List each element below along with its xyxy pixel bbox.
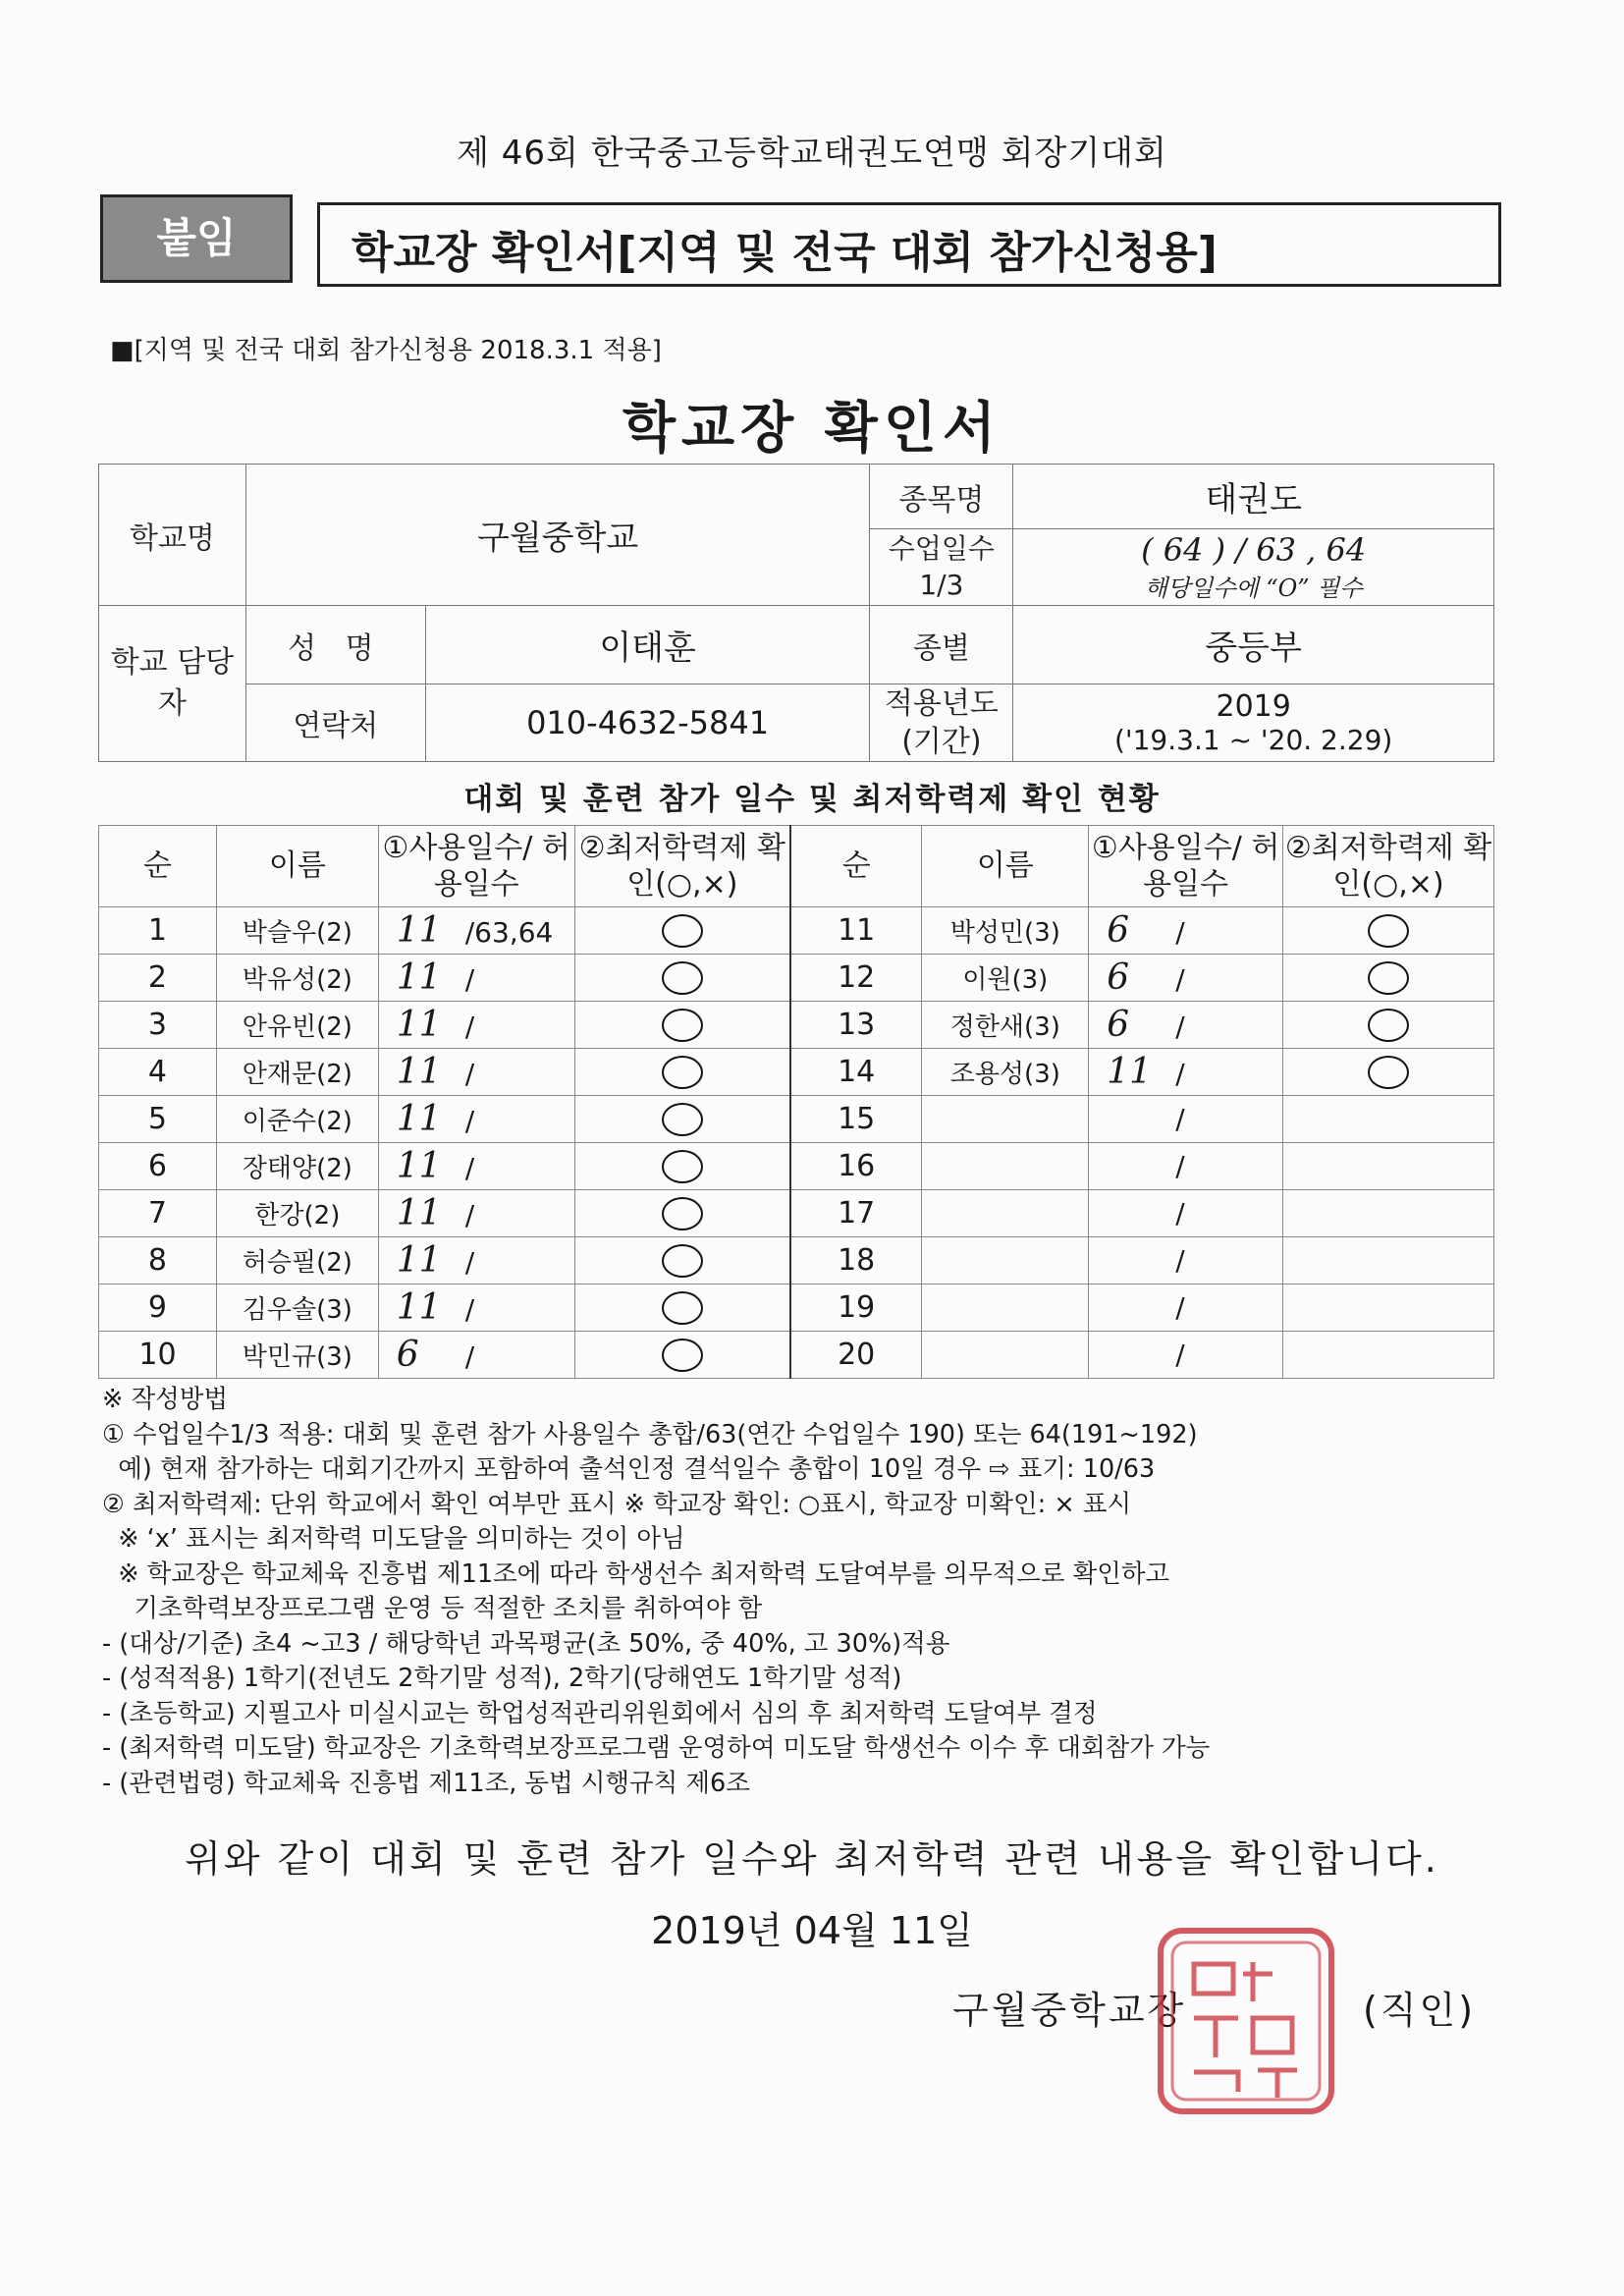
table-row <box>99 1143 1494 1190</box>
min-academic-check-cell <box>1283 1237 1494 1285</box>
row-number: 3 <box>99 1002 217 1049</box>
instruction-line: - (초등학교) 지필고사 미실시교는 학업성적관리위원회에서 심의 후 최저학력 도달여부 결정 <box>102 1698 1098 1728</box>
days-used-value: 6 <box>1107 1005 1130 1045</box>
days-allowed-value: / <box>464 1246 475 1279</box>
header-check: ②최저학력제 확인(○,×) <box>574 826 790 907</box>
days-used-cell <box>378 1096 574 1143</box>
min-academic-check-cell <box>574 907 790 955</box>
days-used-cell <box>378 1002 574 1049</box>
circle-mark <box>662 914 703 948</box>
min-academic-check-cell <box>574 1190 790 1237</box>
row-number: 20 <box>790 1332 922 1379</box>
circle-mark <box>662 1244 703 1278</box>
days-allowed-value: / <box>1175 1150 1185 1182</box>
days-allowed-value: / <box>464 1058 475 1090</box>
instruction-line: - (최저학력 미도달) 학교장은 기초학력보장프로그램 운영하여 미도달 학생선수 이수 후 대회참가 가능 <box>102 1733 1211 1763</box>
header-no: 순 <box>99 826 217 907</box>
row-number: 6 <box>99 1143 217 1190</box>
days-allowed-value: / <box>1175 1103 1185 1135</box>
student-name: 박슬우(2) <box>216 907 378 955</box>
manager-name-value: 이태훈 <box>425 606 870 684</box>
instruction-line: - (성적적용) 1학기(전년도 2학기말 성적), 2학기(당해연도 1학기말 성적) <box>102 1664 902 1693</box>
event-title: 제 46회 한국중고등학교태권도연맹 회장기대회 <box>457 134 1167 173</box>
days-used-cell <box>1089 955 1283 1002</box>
student-name <box>922 1285 1089 1332</box>
days-allowed-value: / <box>1175 963 1185 996</box>
student-name: 박민규(3) <box>216 1332 378 1379</box>
days-used-cell <box>1089 1049 1283 1096</box>
row-number: 8 <box>99 1237 217 1285</box>
applied-period: ('19.3.1 ~ '20. 2.29) <box>1113 724 1393 756</box>
days-used-cell <box>378 1237 574 1285</box>
manager-label: 학교 담당자 <box>99 606 246 762</box>
row-number: 13 <box>790 1002 922 1049</box>
days-used-cell <box>1089 1143 1283 1190</box>
min-academic-check-cell <box>1283 955 1494 1002</box>
table-row <box>99 1002 1494 1049</box>
row-number: 2 <box>99 955 217 1002</box>
min-academic-check-cell <box>1283 1002 1494 1049</box>
row-number: 12 <box>790 955 922 1002</box>
student-name: 안유빈(2) <box>216 1002 378 1049</box>
event-label: 종목명 <box>870 465 1013 529</box>
student-name: 이원(3) <box>922 955 1089 1002</box>
days-used-value: 11 <box>396 1193 442 1233</box>
days-used-value: 6 <box>1107 910 1130 951</box>
form-title-box <box>317 202 1501 287</box>
days-used-value: 11 <box>396 1099 442 1139</box>
days-used-cell <box>378 907 574 955</box>
days-used-value: 11 <box>396 1240 442 1281</box>
min-academic-check-cell <box>574 1237 790 1285</box>
days-allowed-value: / <box>464 963 475 996</box>
circle-mark <box>662 1009 703 1042</box>
days-allowed-value: / <box>1175 1339 1185 1371</box>
issue-date: 2019년 04월 11일 <box>651 1909 973 1952</box>
min-academic-check-cell <box>574 1002 790 1049</box>
days-used-value: 11 <box>396 957 442 998</box>
days-allowed-value: / <box>464 1199 475 1231</box>
form-subnote: ■[지역 및 전국 대회 참가신청용 2018.3.1 적용] <box>110 336 662 365</box>
days-used-cell <box>1089 1096 1283 1143</box>
table-row <box>99 1332 1494 1379</box>
table-row <box>99 955 1494 1002</box>
days-used-cell <box>1089 1190 1283 1237</box>
table-row <box>99 907 1494 955</box>
days-used-cell <box>1089 1285 1283 1332</box>
days-used-cell <box>1089 1332 1283 1379</box>
student-name: 이준수(2) <box>216 1096 378 1143</box>
form-title: 학교장 확인서[지역 및 전국 대회 참가신청용] <box>352 228 1218 278</box>
row-number: 10 <box>99 1332 217 1379</box>
confirmation-text: 위와 같이 대회 및 훈련 참가 일수와 최저학력 관련 내용을 확인합니다. <box>185 1837 1439 1881</box>
min-academic-check-cell <box>1283 907 1494 955</box>
circle-mark <box>662 961 703 995</box>
table-row <box>99 1049 1494 1096</box>
days-used-cell <box>1089 907 1283 955</box>
circle-mark <box>662 1150 703 1183</box>
days-allowed-value: / <box>464 1293 475 1326</box>
min-academic-check-cell <box>1283 1285 1494 1332</box>
days-used-cell <box>378 1143 574 1190</box>
class-days-value: ( 64 ) / 63 , 64 <box>1141 531 1367 569</box>
min-academic-check-cell <box>1283 1096 1494 1143</box>
instruction-line: - (관련법령) 학교체육 진흥법 제11조, 동법 시행규칙 제6조 <box>102 1768 750 1798</box>
student-name: 장태양(2) <box>216 1143 378 1190</box>
official-seal-stamp <box>1155 1925 1337 2117</box>
days-allowed-value: / <box>464 1105 475 1137</box>
days-used-cell <box>378 1049 574 1096</box>
days-used-cell <box>378 1285 574 1332</box>
student-name: 한강(2) <box>216 1190 378 1237</box>
section-title: 대회 및 훈련 참가 일수 및 최저학력제 확인 현황 <box>463 782 1161 817</box>
class-days-note: 해당일수에 “O” 필수 <box>1144 574 1363 602</box>
division-value: 중등부 <box>1013 606 1494 684</box>
instruction-line: 기초학력보장프로그램 운영 등 적절한 조치를 취하여야 함 <box>102 1594 763 1623</box>
header-used: ①사용일수/ 허용일수 <box>1089 826 1283 907</box>
row-number: 16 <box>790 1143 922 1190</box>
student-name: 안재문(2) <box>216 1049 378 1096</box>
days-allowed-value: / <box>1175 1011 1185 1043</box>
days-used-value: 11 <box>1107 1052 1153 1092</box>
row-number: 15 <box>790 1096 922 1143</box>
student-name: 허승필(2) <box>216 1237 378 1285</box>
student-name <box>922 1096 1089 1143</box>
row-number: 1 <box>99 907 217 955</box>
student-name <box>922 1237 1089 1285</box>
student-name: 김우솔(3) <box>216 1285 378 1332</box>
days-used-cell <box>1089 1002 1283 1049</box>
table-header-row <box>99 826 1494 907</box>
min-academic-check-cell <box>574 1096 790 1143</box>
table-row <box>99 1096 1494 1143</box>
signer-name: 구월중학교장 <box>952 1989 1187 2032</box>
student-name: 조용성(3) <box>922 1049 1089 1096</box>
instruction-line: ※ 학교장은 학교체육 진흥법 제11조에 따라 학생선수 최저학력 도달여부를 의무적으로 확인하고 <box>102 1558 1170 1589</box>
circle-mark <box>662 1103 703 1136</box>
min-academic-check-cell <box>574 1143 790 1190</box>
min-academic-check-cell <box>574 1332 790 1379</box>
school-name-label: 학교명 <box>99 465 246 606</box>
circle-mark <box>662 1056 703 1089</box>
student-name <box>922 1332 1089 1379</box>
student-name <box>922 1143 1089 1190</box>
row-number: 18 <box>790 1237 922 1285</box>
class-days-cell <box>1013 529 1494 606</box>
instruction-line: - (대상/기준) 초4 ~고3 / 해당학년 과목평균(초 50%, 중 40%, 고 30%)적용 <box>102 1628 950 1659</box>
header-check: ②최저학력제 확인(○,×) <box>1283 826 1494 907</box>
header-used: ①사용일수/ 허용일수 <box>378 826 574 907</box>
days-used-cell <box>378 1332 574 1379</box>
event-value: 태권도 <box>1013 465 1494 529</box>
days-allowed-value: / <box>1175 916 1185 949</box>
row-number: 5 <box>99 1096 217 1143</box>
circle-mark <box>662 1339 703 1372</box>
days-used-value: 11 <box>396 1005 442 1045</box>
participation-table <box>98 825 1494 1379</box>
contact-label: 연락처 <box>245 684 425 762</box>
instruction-line: ② 최저학력제: 단위 학교에서 확인 여부만 표시 ※ 학교장 확인: ○표시, 학교장 미확인: × 표시 <box>102 1489 1132 1519</box>
header-name: 이름 <box>922 826 1089 907</box>
school-info-table <box>98 464 1494 762</box>
row-number: 17 <box>790 1190 922 1237</box>
days-allowed-value: /63,64 <box>464 916 554 949</box>
manager-name-label: 성 명 <box>245 606 425 684</box>
days-used-value: 6 <box>396 1335 419 1375</box>
min-academic-check-cell <box>574 955 790 1002</box>
attachment-badge: 붙임 <box>100 194 293 283</box>
days-allowed-value: / <box>464 1011 475 1043</box>
days-used-value: 6 <box>1107 957 1130 998</box>
table-row <box>99 1237 1494 1285</box>
student-name <box>922 1190 1089 1237</box>
row-number: 4 <box>99 1049 217 1096</box>
instruction-line: ① 수업일수1/3 적용: 대회 및 훈련 참가 사용일수 총합/63(연간 수업일수 190) 또는 64(191~192) <box>102 1419 1198 1449</box>
header-name: 이름 <box>216 826 378 907</box>
days-allowed-value: / <box>1175 1291 1185 1324</box>
table-row <box>99 1190 1494 1237</box>
circle-mark <box>1368 1009 1409 1042</box>
instruction-line: 예) 현재 참가하는 대회기간까지 포함하여 출석인정 결석일수 총합이 10일 경우 ⇨ 표기: 10/63 <box>102 1454 1156 1484</box>
days-allowed-value: / <box>464 1340 475 1373</box>
days-used-value: 11 <box>396 910 442 951</box>
min-academic-check-cell <box>1283 1143 1494 1190</box>
days-used-cell <box>378 1190 574 1237</box>
instruction-line: ※ ‘x’ 표시는 최저학력 미도달을 의미하는 것이 아님 <box>102 1524 685 1554</box>
school-name-value: 구월중학교 <box>245 465 870 606</box>
document-title: 학교장 확인서 <box>622 397 1002 461</box>
days-used-value: 11 <box>396 1287 442 1328</box>
circle-mark <box>662 1291 703 1325</box>
row-number: 14 <box>790 1049 922 1096</box>
circle-mark <box>1368 914 1409 948</box>
row-number: 7 <box>99 1190 217 1237</box>
student-name: 박성민(3) <box>922 907 1089 955</box>
days-used-value: 11 <box>396 1146 442 1186</box>
student-name: 정한새(3) <box>922 1002 1089 1049</box>
min-academic-check-cell <box>1283 1332 1494 1379</box>
days-allowed-value: / <box>1175 1244 1185 1277</box>
days-used-cell <box>1089 1237 1283 1285</box>
period-cell <box>1013 684 1494 762</box>
period-label: 적용년도 (기간) <box>870 684 1013 762</box>
days-allowed-value: / <box>1175 1197 1185 1230</box>
seal-label: (직인) <box>1363 1989 1477 2032</box>
days-allowed-value: / <box>1175 1058 1185 1090</box>
row-number: 11 <box>790 907 922 955</box>
class-days-label: 수업일수 1/3 <box>870 529 1013 606</box>
student-name: 박유성(2) <box>216 955 378 1002</box>
table-row <box>99 1285 1494 1332</box>
min-academic-check-cell <box>574 1049 790 1096</box>
circle-mark <box>662 1197 703 1230</box>
circle-mark <box>1368 961 1409 995</box>
days-allowed-value: / <box>464 1152 475 1184</box>
applied-year: 2019 <box>1216 689 1291 724</box>
contact-value: 010-4632-5841 <box>425 684 870 762</box>
instructions <box>102 1383 1516 1801</box>
header-no: 순 <box>790 826 922 907</box>
days-used-value: 11 <box>396 1052 442 1092</box>
instruction-line: ※ 작성방법 <box>102 1385 229 1414</box>
row-number: 19 <box>790 1285 922 1332</box>
min-academic-check-cell <box>574 1285 790 1332</box>
min-academic-check-cell <box>1283 1049 1494 1096</box>
circle-mark <box>1368 1056 1409 1089</box>
days-used-cell <box>378 955 574 1002</box>
min-academic-check-cell <box>1283 1190 1494 1237</box>
row-number: 9 <box>99 1285 217 1332</box>
division-label: 종별 <box>870 606 1013 684</box>
